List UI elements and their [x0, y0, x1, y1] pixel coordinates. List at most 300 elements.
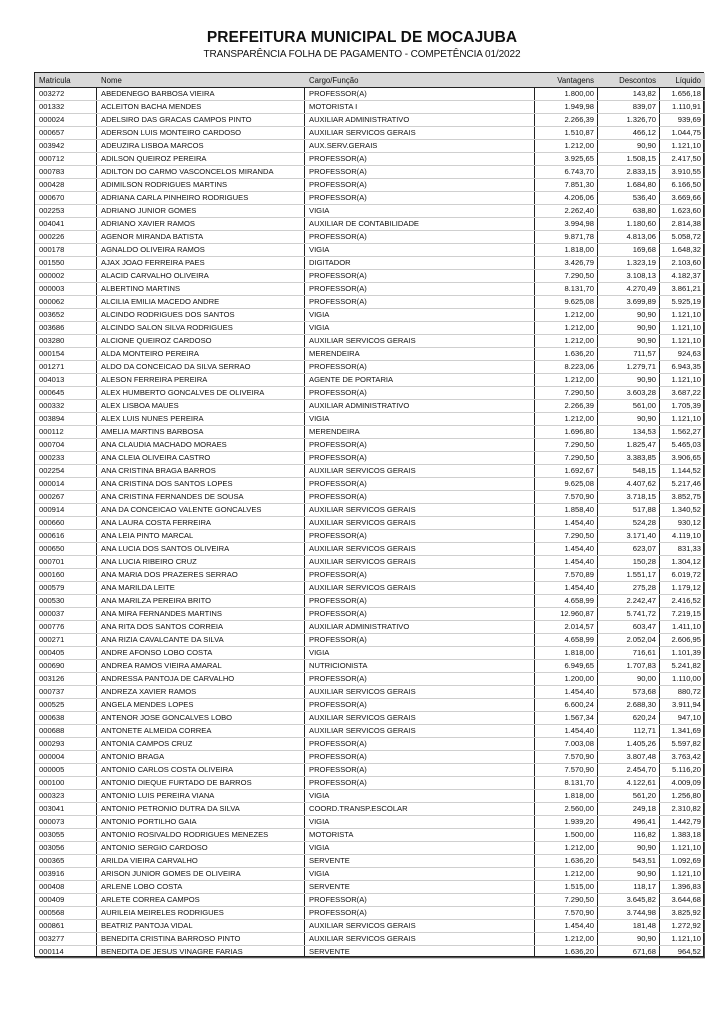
- table-row: [35, 101, 705, 114]
- cell-matricula: 000688: [35, 725, 97, 738]
- cell-descontos: 1.405,26: [598, 738, 660, 751]
- cell-matricula: 003055: [35, 829, 97, 842]
- cell-liquido: 1.623,60: [660, 205, 705, 218]
- cell-descontos: 2.833,15: [598, 166, 660, 179]
- cell-matricula: 000024: [35, 114, 97, 127]
- cell-matricula: 003056: [35, 842, 97, 855]
- cell-descontos: 1.326,70: [598, 114, 660, 127]
- cell-liquido: 1.121,10: [660, 335, 705, 348]
- table-row: [35, 686, 705, 699]
- cell-matricula: 004041: [35, 218, 97, 231]
- cell-matricula: 000178: [35, 244, 97, 257]
- cell-nome: AJAX JOAO FERREIRA PAES: [97, 257, 305, 270]
- cell-vantagens: 1.212,00: [535, 868, 598, 881]
- cell-descontos: 543,51: [598, 855, 660, 868]
- cell-nome: ANTONIO CARLOS COSTA OLIVEIRA: [97, 764, 305, 777]
- table-row: [35, 881, 705, 894]
- cell-liquido: 1.110,00: [660, 673, 705, 686]
- cell-descontos: 561,20: [598, 790, 660, 803]
- cell-liquido: 3.825,92: [660, 907, 705, 920]
- cell-liquido: 5.465,03: [660, 439, 705, 452]
- cell-nome: ANTENOR JOSE GONCALVES LOBO: [97, 712, 305, 725]
- cell-vantagens: 1.454,40: [535, 920, 598, 933]
- cell-vantagens: 1.212,00: [535, 140, 598, 153]
- cell-liquido: 1.411,10: [660, 621, 705, 634]
- cell-cargo: PROFESSOR(A): [305, 673, 535, 686]
- table-row: [35, 283, 705, 296]
- cell-descontos: 3.744,98: [598, 907, 660, 920]
- header-nome: Nome: [97, 73, 305, 88]
- cell-descontos: 1.684,80: [598, 179, 660, 192]
- cell-liquido: 6.943,35: [660, 361, 705, 374]
- cell-vantagens: 1.454,40: [535, 543, 598, 556]
- cell-matricula: 000014: [35, 478, 97, 491]
- page-subtitle: TRANSPARÊNCIA FOLHA DE PAGAMENTO - COMPETÊNCIA 01/2022: [203, 49, 521, 60]
- cell-liquido: 4.009,09: [660, 777, 705, 790]
- cell-nome: ADELSIRO DAS GRACAS CAMPOS PINTO: [97, 114, 305, 127]
- cell-vantagens: 8.131,70: [535, 283, 598, 296]
- cell-vantagens: 1.200,00: [535, 673, 598, 686]
- cell-liquido: 1.092,69: [660, 855, 705, 868]
- table-row: [35, 751, 705, 764]
- cell-vantagens: 7.570,90: [535, 491, 598, 504]
- cell-cargo: AUXILIAR SERVICOS GERAIS: [305, 712, 535, 725]
- cell-descontos: 3.699,89: [598, 296, 660, 309]
- cell-cargo: PROFESSOR(A): [305, 153, 535, 166]
- cell-descontos: 2.052,04: [598, 634, 660, 647]
- cell-vantagens: 7.290,50: [535, 530, 598, 543]
- table-row: [35, 556, 705, 569]
- cell-descontos: 1.551,17: [598, 569, 660, 582]
- cell-liquido: 930,12: [660, 517, 705, 530]
- header-matricula: Matricula: [35, 73, 97, 88]
- cell-vantagens: 1.636,20: [535, 946, 598, 959]
- cell-vantagens: 7.570,90: [535, 751, 598, 764]
- table-row: [35, 608, 705, 621]
- cell-liquido: 1.272,92: [660, 920, 705, 933]
- table-row: [35, 478, 705, 491]
- cell-nome: ANTONIO ROSIVALDO RODRIGUES MENEZES: [97, 829, 305, 842]
- cell-matricula: 000062: [35, 296, 97, 309]
- cell-liquido: 3.687,22: [660, 387, 705, 400]
- cell-descontos: 118,17: [598, 881, 660, 894]
- cell-descontos: 3.718,15: [598, 491, 660, 504]
- cell-liquido: 5.116,20: [660, 764, 705, 777]
- cell-matricula: 002254: [35, 465, 97, 478]
- cell-liquido: 6.166,50: [660, 179, 705, 192]
- cell-nome: ANA CLAUDIA MACHADO MORAES: [97, 439, 305, 452]
- cell-cargo: AUXILIAR SERVICOS GERAIS: [305, 725, 535, 738]
- table-row: [35, 829, 705, 842]
- cell-nome: ADEUZIRA LISBOA MARCOS: [97, 140, 305, 153]
- cell-cargo: AUXILIAR SERVICOS GERAIS: [305, 543, 535, 556]
- cell-descontos: 5.741,72: [598, 608, 660, 621]
- cell-nome: ADRIANO XAVIER RAMOS: [97, 218, 305, 231]
- cell-descontos: 536,40: [598, 192, 660, 205]
- cell-cargo: PROFESSOR(A): [305, 283, 535, 296]
- cell-matricula: 000428: [35, 179, 97, 192]
- cell-vantagens: 12.960,87: [535, 608, 598, 621]
- cell-descontos: 2.454,70: [598, 764, 660, 777]
- cell-nome: ARLENE LOBO COSTA: [97, 881, 305, 894]
- cell-matricula: 000037: [35, 608, 97, 621]
- cell-descontos: 1.825,47: [598, 439, 660, 452]
- cell-cargo: PROFESSOR(A): [305, 907, 535, 920]
- table-row: [35, 725, 705, 738]
- cell-descontos: 249,18: [598, 803, 660, 816]
- cell-cargo: VIGIA: [305, 842, 535, 855]
- cell-cargo: PROFESSOR(A): [305, 88, 535, 101]
- cell-cargo: MERENDEIRA: [305, 426, 535, 439]
- cell-nome: ANTONETE ALMEIDA CORREA: [97, 725, 305, 738]
- cell-vantagens: 1.636,20: [535, 855, 598, 868]
- cell-cargo: VIGIA: [305, 413, 535, 426]
- cell-liquido: 1.341,69: [660, 725, 705, 738]
- cell-cargo: VIGIA: [305, 647, 535, 660]
- cell-liquido: 1.562,27: [660, 426, 705, 439]
- cell-matricula: 001332: [35, 101, 97, 114]
- cell-vantagens: 6.743,70: [535, 166, 598, 179]
- table-row: [35, 595, 705, 608]
- cell-vantagens: 1.818,00: [535, 647, 598, 660]
- cell-nome: ALDA MONTEIRO PEREIRA: [97, 348, 305, 361]
- table-row: [35, 296, 705, 309]
- cell-descontos: 90,90: [598, 933, 660, 946]
- cell-matricula: 002253: [35, 205, 97, 218]
- cell-cargo: NUTRICIONISTA: [305, 660, 535, 673]
- cell-cargo: MERENDEIRA: [305, 348, 535, 361]
- cell-nome: BENEDITA CRISTINA BARROSO PINTO: [97, 933, 305, 946]
- cell-descontos: 90,90: [598, 413, 660, 426]
- cell-matricula: 000233: [35, 452, 97, 465]
- table-row: [35, 413, 705, 426]
- cell-matricula: 000701: [35, 556, 97, 569]
- cell-cargo: AUXILIAR SERVICOS GERAIS: [305, 933, 535, 946]
- cell-cargo: PROFESSOR(A): [305, 595, 535, 608]
- cell-liquido: 1.442,79: [660, 816, 705, 829]
- table-row: [35, 231, 705, 244]
- cell-vantagens: 3.994,98: [535, 218, 598, 231]
- header-descontos: Descontos: [598, 73, 660, 88]
- cell-nome: ANDREA RAMOS VIEIRA AMARAL: [97, 660, 305, 673]
- cell-nome: ANTONIO LUIS PEREIRA VIANA: [97, 790, 305, 803]
- cell-liquido: 2.814,38: [660, 218, 705, 231]
- table-row: [35, 140, 705, 153]
- cell-liquido: 1.121,10: [660, 322, 705, 335]
- table-row: [35, 465, 705, 478]
- table-row: [35, 426, 705, 439]
- table-row: [35, 803, 705, 816]
- table-row: [35, 842, 705, 855]
- cell-cargo: PROFESSOR(A): [305, 270, 535, 283]
- cell-nome: ANA DA CONCEICAO VALENTE GONCALVES: [97, 504, 305, 517]
- cell-descontos: 4.270,49: [598, 283, 660, 296]
- cell-nome: AMELIA MARTINS BARBOSA: [97, 426, 305, 439]
- table-row: [35, 153, 705, 166]
- cell-descontos: 711,57: [598, 348, 660, 361]
- cell-descontos: 90,90: [598, 842, 660, 855]
- cell-matricula: 000657: [35, 127, 97, 140]
- cell-liquido: 2.416,52: [660, 595, 705, 608]
- table-row: [35, 439, 705, 452]
- cell-cargo: SERVENTE: [305, 946, 535, 959]
- cell-cargo: AUXILIAR SERVICOS GERAIS: [305, 465, 535, 478]
- cell-vantagens: 1.636,20: [535, 348, 598, 361]
- cell-nome: ANA MIRA FERNANDES MARTINS: [97, 608, 305, 621]
- cell-matricula: 003041: [35, 803, 97, 816]
- cell-nome: AGENOR MIRANDA BATISTA: [97, 231, 305, 244]
- cell-liquido: 3.906,65: [660, 452, 705, 465]
- cell-nome: ANA LEIA PINTO MARCAL: [97, 530, 305, 543]
- cell-cargo: PROFESSOR(A): [305, 608, 535, 621]
- cell-nome: ALCINDO RODRIGUES DOS SANTOS: [97, 309, 305, 322]
- cell-nome: ANA RITA DOS SANTOS CORREIA: [97, 621, 305, 634]
- table-header-row: [35, 73, 705, 88]
- cell-liquido: 1.256,80: [660, 790, 705, 803]
- cell-descontos: 1.508,15: [598, 153, 660, 166]
- cell-liquido: 1.121,10: [660, 413, 705, 426]
- cell-cargo: PROFESSOR(A): [305, 478, 535, 491]
- cell-matricula: 000783: [35, 166, 97, 179]
- cell-vantagens: 1.800,00: [535, 88, 598, 101]
- cell-nome: ALCIONE QUEIROZ CARDOSO: [97, 335, 305, 348]
- cell-cargo: AUXILIAR ADMINISTRATIVO: [305, 400, 535, 413]
- table-row: [35, 400, 705, 413]
- cell-nome: ANA CRISTINA BRAGA BARROS: [97, 465, 305, 478]
- cell-vantagens: 7.290,50: [535, 439, 598, 452]
- cell-nome: ADERSON LUIS MONTEIRO CARDOSO: [97, 127, 305, 140]
- table-row: [35, 790, 705, 803]
- cell-vantagens: 7.290,50: [535, 270, 598, 283]
- cell-liquido: 5.925,19: [660, 296, 705, 309]
- table-row: [35, 452, 705, 465]
- cell-cargo: AUX.SERV.GERAIS: [305, 140, 535, 153]
- cell-nome: ANTONIA CAMPOS CRUZ: [97, 738, 305, 751]
- cell-nome: ADRIANO JUNIOR GOMES: [97, 205, 305, 218]
- cell-liquido: 1.121,10: [660, 868, 705, 881]
- cell-matricula: 000712: [35, 153, 97, 166]
- cell-cargo: AUXILIAR ADMINISTRATIVO: [305, 114, 535, 127]
- cell-cargo: MOTORISTA I: [305, 101, 535, 114]
- cell-nome: ANA RIZIA CAVALCANTE DA SILVA: [97, 634, 305, 647]
- table-row: [35, 712, 705, 725]
- cell-liquido: 1.656,18: [660, 88, 705, 101]
- cell-matricula: 000409: [35, 894, 97, 907]
- cell-vantagens: 1.212,00: [535, 335, 598, 348]
- cell-descontos: 181,48: [598, 920, 660, 933]
- payroll-table: [35, 73, 705, 959]
- cell-liquido: 5.597,82: [660, 738, 705, 751]
- cell-cargo: PROFESSOR(A): [305, 179, 535, 192]
- cell-matricula: 000670: [35, 192, 97, 205]
- cell-nome: BEATRIZ PANTOJA VIDAL: [97, 920, 305, 933]
- cell-nome: ANA LUCIA RIBEIRO CRUZ: [97, 556, 305, 569]
- cell-nome: AURILEIA MEIRELES RODRIGUES: [97, 907, 305, 920]
- cell-matricula: 003942: [35, 140, 97, 153]
- cell-cargo: VIGIA: [305, 816, 535, 829]
- cell-cargo: PROFESSOR(A): [305, 777, 535, 790]
- cell-vantagens: 7.290,50: [535, 894, 598, 907]
- cell-nome: ANTONIO BRAGA: [97, 751, 305, 764]
- table-row: [35, 530, 705, 543]
- cell-vantagens: 1.454,40: [535, 556, 598, 569]
- table-row: [35, 192, 705, 205]
- cell-matricula: 000408: [35, 881, 97, 894]
- header-liquido: Líquido: [660, 73, 705, 88]
- cell-liquido: 4.119,10: [660, 530, 705, 543]
- cell-descontos: 90,90: [598, 322, 660, 335]
- header-vantagens: Vantagens: [535, 73, 598, 88]
- table-row: [35, 582, 705, 595]
- table-row: [35, 517, 705, 530]
- cell-matricula: 000005: [35, 764, 97, 777]
- cell-liquido: 964,52: [660, 946, 705, 959]
- cell-vantagens: 1.939,20: [535, 816, 598, 829]
- table-row: [35, 621, 705, 634]
- cell-cargo: AGENTE DE PORTARIA: [305, 374, 535, 387]
- cell-liquido: 1.648,32: [660, 244, 705, 257]
- cell-nome: ANA CRISTINA FERNANDES DE SOUSA: [97, 491, 305, 504]
- cell-matricula: 000160: [35, 569, 97, 582]
- cell-nome: ANTONIO PETRONIO DUTRA DA SILVA: [97, 803, 305, 816]
- cell-vantagens: 1.212,00: [535, 374, 598, 387]
- cell-vantagens: 2.266,39: [535, 114, 598, 127]
- cell-liquido: 2.417,50: [660, 153, 705, 166]
- cell-cargo: PROFESSOR(A): [305, 530, 535, 543]
- cell-descontos: 3.108,13: [598, 270, 660, 283]
- cell-liquido: 1.044,75: [660, 127, 705, 140]
- cell-liquido: 880,72: [660, 686, 705, 699]
- cell-nome: ANDRESSA PANTOJA DE CARVALHO: [97, 673, 305, 686]
- cell-liquido: 1.121,10: [660, 140, 705, 153]
- cell-descontos: 517,88: [598, 504, 660, 517]
- cell-descontos: 573,68: [598, 686, 660, 699]
- cell-liquido: 2.606,95: [660, 634, 705, 647]
- table-row: [35, 166, 705, 179]
- cell-liquido: 2.310,82: [660, 803, 705, 816]
- cell-cargo: PROFESSOR(A): [305, 699, 535, 712]
- cell-descontos: 3.171,40: [598, 530, 660, 543]
- cell-vantagens: 1.696,80: [535, 426, 598, 439]
- cell-matricula: 000323: [35, 790, 97, 803]
- cell-liquido: 947,10: [660, 712, 705, 725]
- cell-matricula: 000271: [35, 634, 97, 647]
- cell-nome: ARILDA VIEIRA CARVALHO: [97, 855, 305, 868]
- cell-liquido: 1.179,12: [660, 582, 705, 595]
- cell-vantagens: 1.454,40: [535, 517, 598, 530]
- table-row: [35, 543, 705, 556]
- cell-nome: ANA LUCIA DOS SANTOS OLIVEIRA: [97, 543, 305, 556]
- cell-cargo: PROFESSOR(A): [305, 439, 535, 452]
- cell-descontos: 620,24: [598, 712, 660, 725]
- cell-descontos: 90,90: [598, 374, 660, 387]
- table-row: [35, 114, 705, 127]
- table-row: [35, 322, 705, 335]
- table-row: [35, 348, 705, 361]
- cell-vantagens: 1.818,00: [535, 244, 598, 257]
- cell-liquido: 3.669,66: [660, 192, 705, 205]
- cell-descontos: 638,80: [598, 205, 660, 218]
- cell-liquido: 1.110,91: [660, 101, 705, 114]
- cell-vantagens: 2.560,00: [535, 803, 598, 816]
- cell-nome: ANA LAURA COSTA FERREIRA: [97, 517, 305, 530]
- cell-matricula: 003277: [35, 933, 97, 946]
- table-row: [35, 816, 705, 829]
- cell-liquido: 6.019,72: [660, 569, 705, 582]
- cell-nome: ANA MARIA DOS PRAZERES SERRAO: [97, 569, 305, 582]
- cell-cargo: VIGIA: [305, 868, 535, 881]
- cell-nome: ARISON JUNIOR GOMES DE OLIVEIRA: [97, 868, 305, 881]
- table-row: [35, 933, 705, 946]
- table-row: [35, 660, 705, 673]
- table-row: [35, 335, 705, 348]
- cell-vantagens: 1.454,40: [535, 582, 598, 595]
- cell-nome: ALBERTINO MARTINS: [97, 283, 305, 296]
- cell-cargo: MOTORISTA: [305, 829, 535, 842]
- cell-vantagens: 6.600,24: [535, 699, 598, 712]
- cell-cargo: PROFESSOR(A): [305, 764, 535, 777]
- cell-cargo: AUXILIAR SERVICOS GERAIS: [305, 504, 535, 517]
- cell-descontos: 90,00: [598, 673, 660, 686]
- cell-descontos: 143,82: [598, 88, 660, 101]
- cell-descontos: 2.688,30: [598, 699, 660, 712]
- cell-liquido: 3.861,21: [660, 283, 705, 296]
- cell-descontos: 4.122,61: [598, 777, 660, 790]
- cell-cargo: VIGIA: [305, 322, 535, 335]
- cell-liquido: 3.644,68: [660, 894, 705, 907]
- cell-liquido: 939,69: [660, 114, 705, 127]
- cell-vantagens: 1.692,67: [535, 465, 598, 478]
- table-row: [35, 127, 705, 140]
- table-row: [35, 855, 705, 868]
- cell-matricula: 003280: [35, 335, 97, 348]
- cell-matricula: 000525: [35, 699, 97, 712]
- cell-nome: ADILTON DO CARMO VASCONCELOS MIRANDA: [97, 166, 305, 179]
- cell-matricula: 000114: [35, 946, 97, 959]
- cell-descontos: 275,28: [598, 582, 660, 595]
- cell-cargo: PROFESSOR(A): [305, 569, 535, 582]
- cell-cargo: PROFESSOR(A): [305, 192, 535, 205]
- cell-liquido: 4.182,37: [660, 270, 705, 283]
- cell-vantagens: 1.212,00: [535, 842, 598, 855]
- cell-cargo: AUXILIAR SERVICOS GERAIS: [305, 335, 535, 348]
- table-row: [35, 920, 705, 933]
- cell-matricula: 000100: [35, 777, 97, 790]
- cell-cargo: AUXILIAR SERVICOS GERAIS: [305, 127, 535, 140]
- cell-nome: ALEX LISBOA MAUES: [97, 400, 305, 413]
- cell-vantagens: 7.570,89: [535, 569, 598, 582]
- cell-cargo: DIGITADOR: [305, 257, 535, 270]
- cell-vantagens: 7.290,50: [535, 387, 598, 400]
- cell-descontos: 116,82: [598, 829, 660, 842]
- cell-cargo: VIGIA: [305, 244, 535, 257]
- cell-nome: ANA CLEIA OLIVEIRA CASTRO: [97, 452, 305, 465]
- payroll-table-frame: [34, 72, 704, 957]
- cell-matricula: 001550: [35, 257, 97, 270]
- cell-liquido: 3.911,94: [660, 699, 705, 712]
- cell-matricula: 000405: [35, 647, 97, 660]
- cell-nome: ADILSON QUEIROZ PEREIRA: [97, 153, 305, 166]
- cell-descontos: 603,47: [598, 621, 660, 634]
- cell-liquido: 1.101,39: [660, 647, 705, 660]
- cell-nome: BENEDITA DE JESUS VINAGRE FARIAS: [97, 946, 305, 959]
- cell-vantagens: 3.426,79: [535, 257, 598, 270]
- cell-cargo: SERVENTE: [305, 881, 535, 894]
- cell-matricula: 000003: [35, 283, 97, 296]
- cell-matricula: 000645: [35, 387, 97, 400]
- cell-vantagens: 1.212,00: [535, 309, 598, 322]
- cell-matricula: 003126: [35, 673, 97, 686]
